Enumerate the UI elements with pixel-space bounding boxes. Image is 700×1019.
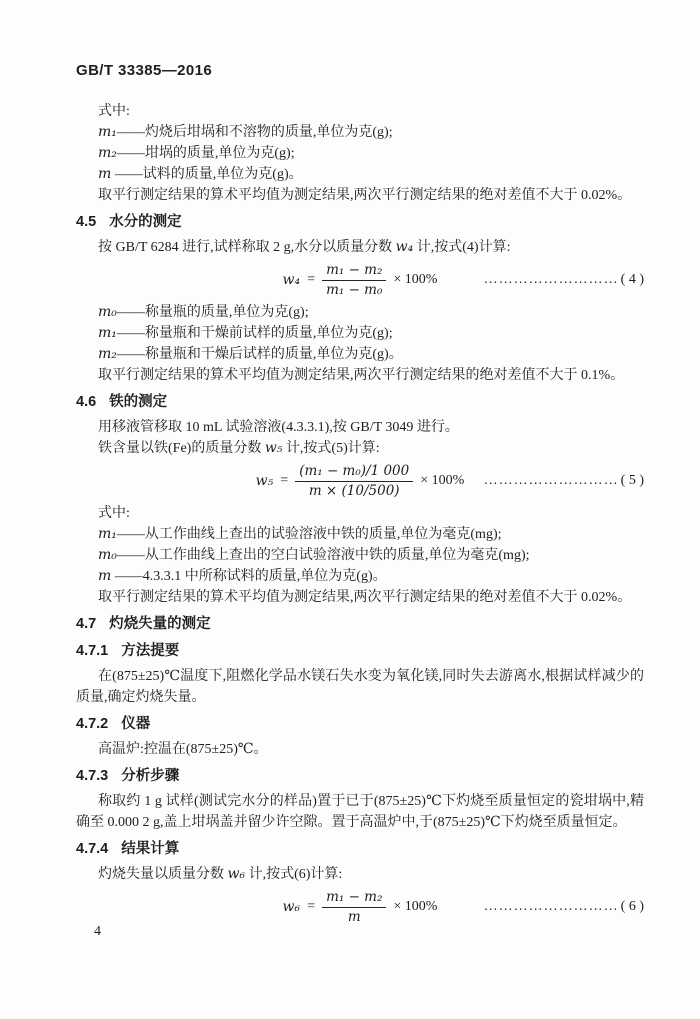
formula-6 xyxy=(76,886,644,928)
formula-5-expression xyxy=(256,463,465,500)
section-number: 4.7.4 xyxy=(76,841,109,857)
section-title: 分析步骤 xyxy=(121,768,180,784)
section-number: 4.5 xyxy=(76,214,97,230)
denominator: m₁ − m₀ xyxy=(326,281,383,298)
precision-note: 取平行测定结果的算术平均值为测定结果,两次平行测定结果的绝对差值不大于 0.02%。 xyxy=(98,188,632,203)
formula-5-leader xyxy=(484,473,644,489)
leader-dots: ……………………… xyxy=(483,272,619,287)
section-4-5 xyxy=(76,212,644,386)
section-heading-4-7-4 xyxy=(76,839,644,860)
formula-lhs: w₆ xyxy=(282,899,301,915)
section-title: 方法提要 xyxy=(121,643,180,659)
equals-sign: = xyxy=(307,899,316,914)
definition-line xyxy=(76,545,644,566)
section-title: 结果计算 xyxy=(121,841,180,857)
section-title: 铁的测定 xyxy=(109,394,168,410)
definition-line xyxy=(76,164,644,185)
variable-symbol: m xyxy=(98,166,112,182)
definition-line xyxy=(76,566,644,587)
numerator: (m₁ − m₀)/1 000 xyxy=(295,463,413,482)
formula-4 xyxy=(76,259,644,301)
page-number: 4 xyxy=(94,924,101,939)
intro-text: 灼烧失量以质量分数 xyxy=(98,867,228,882)
variable-symbol: m₁ xyxy=(98,124,117,140)
formula-tail: × 100% xyxy=(420,473,465,488)
definition-text: ——坩埚的质量,单位为克(g); xyxy=(116,146,295,161)
paragraph-4-7-2: 高温炉:控温在(875±25)℃。 xyxy=(98,742,268,757)
section-heading-4-7-1 xyxy=(76,641,644,662)
section-intro-4-6 xyxy=(76,438,644,459)
equation-number: ( 6 ) xyxy=(620,899,644,914)
where-clause-previous-formula xyxy=(76,101,644,206)
where-label: 式中: xyxy=(98,506,130,521)
variable-symbol: m₀ xyxy=(98,304,117,320)
formula-4-expression xyxy=(283,262,438,299)
section-number: 4.7.2 xyxy=(76,716,109,732)
section-number: 4.6 xyxy=(76,394,97,410)
definition-text: ——从工作曲线上查出的空白试验溶液中铁的质量,单位为毫克(mg); xyxy=(116,548,530,563)
variable-symbol: m xyxy=(98,568,112,584)
definition-text: ——称量瓶的质量,单位为克(g); xyxy=(116,305,309,320)
procedure-line: 用移液管移取 10 mL 试验溶液(4.3.3.1),按 GB/T 3049 进行。 xyxy=(98,420,459,435)
intro-text: 铁含量以铁(Fe)的质量分数 xyxy=(98,441,265,456)
section-heading-4-7 xyxy=(76,614,644,635)
formula-lhs: w₄ xyxy=(282,272,301,288)
section-number: 4.7 xyxy=(76,616,97,632)
definition-text: ——灼烧后坩埚和不溶物的质量,单位为克(g); xyxy=(116,125,393,140)
fraction xyxy=(322,262,386,299)
formula-6-leader xyxy=(484,899,644,915)
definition-text: ——称量瓶和干燥前试样的质量,单位为克(g); xyxy=(116,326,393,341)
variable-symbol: w₄ xyxy=(395,239,414,255)
variable-symbol: w₆ xyxy=(227,866,246,882)
variable-symbol: m₂ xyxy=(98,346,117,362)
fraction xyxy=(322,889,386,926)
section-intro-4-7-4 xyxy=(76,864,644,885)
section-title: 仪器 xyxy=(121,716,151,732)
definition-text: ——4.3.3.1 中所称试料的质量,单位为克(g)。 xyxy=(111,569,387,584)
formula-6-expression xyxy=(283,889,438,926)
section-heading-4-7-2 xyxy=(76,714,644,735)
formula-lhs: w₅ xyxy=(255,473,274,489)
equals-sign: = xyxy=(280,473,289,488)
leader-dots: ……………………… xyxy=(483,899,619,914)
section-4-6 xyxy=(76,392,644,608)
leader-dots: ……………………… xyxy=(483,473,619,488)
numerator: m₁ − m₂ xyxy=(322,262,386,281)
paragraph-4-7-3: 称取约 1 g 试样(测试完水分的样品)置于已于(875±25)℃下灼烧至质量恒定的瓷坩埚中,精确至 0.000 2 g,盖上坩埚盖并留少许空隙。置于高温炉中,于(875±25)℃下灼烧至质量恒定。 xyxy=(76,794,644,830)
definition-line xyxy=(76,323,644,344)
denominator: m × (10/500) xyxy=(308,482,400,499)
equation-number: ( 5 ) xyxy=(620,473,644,488)
denominator: m xyxy=(347,908,361,925)
section-title: 水分的测定 xyxy=(109,214,182,230)
definition-line xyxy=(76,344,644,365)
definition-text: ——从工作曲线上查出的试验溶液中铁的质量,单位为毫克(mg); xyxy=(116,527,502,542)
definition-text: ——称量瓶和干燥后试样的质量,单位为克(g)。 xyxy=(116,347,403,362)
formula-tail: × 100% xyxy=(393,272,438,287)
section-title: 灼烧失量的测定 xyxy=(109,616,211,632)
formula-4-leader xyxy=(484,272,644,288)
standard-code-header: GB/T 33385—2016 xyxy=(76,62,213,79)
intro-text: 计,按式(6)计算: xyxy=(245,867,343,882)
section-heading-4-6 xyxy=(76,392,644,413)
variable-symbol: m₁ xyxy=(98,325,117,341)
section-number: 4.7.1 xyxy=(76,643,109,659)
formula-tail: × 100% xyxy=(393,899,438,914)
section-4-7 xyxy=(76,614,644,928)
definition-line xyxy=(76,524,644,545)
variable-symbol: m₀ xyxy=(98,547,117,563)
definition-line xyxy=(76,302,644,323)
numerator: m₁ − m₂ xyxy=(322,889,386,908)
formula-5 xyxy=(76,460,644,502)
equals-sign: = xyxy=(307,272,316,287)
section-heading-4-5 xyxy=(76,212,644,233)
precision-note: 取平行测定结果的算术平均值为测定结果,两次平行测定结果的绝对差值不大于 0.1%。 xyxy=(98,368,625,383)
definition-line xyxy=(76,143,644,164)
intro-text: 计,按式(4)计算: xyxy=(413,240,511,255)
fraction xyxy=(295,463,413,500)
intro-text: 按 GB/T 6284 进行,试样称取 2 g,水分以质量分数 xyxy=(98,240,396,255)
where-label: 式中: xyxy=(98,104,130,119)
precision-note: 取平行测定结果的算术平均值为测定结果,两次平行测定结果的绝对差值不大于 0.02%。 xyxy=(98,590,632,605)
paragraph-4-7-1: 在(875±25)℃温度下,阻燃化学品水镁石失水变为氧化镁,同时失去游离水,根据试样减少的质量,确定灼烧失量。 xyxy=(76,669,644,705)
section-heading-4-7-3 xyxy=(76,766,644,787)
equation-number: ( 4 ) xyxy=(620,272,644,287)
variable-symbol: w₅ xyxy=(264,440,283,456)
intro-text: 计,按式(5)计算: xyxy=(282,441,380,456)
definition-line xyxy=(76,122,644,143)
definition-text: ——试料的质量,单位为克(g)。 xyxy=(111,167,303,182)
section-number: 4.7.3 xyxy=(76,768,109,784)
section-intro-4-5 xyxy=(76,237,644,258)
variable-symbol: m₂ xyxy=(98,145,117,161)
variable-symbol: m₁ xyxy=(98,526,117,542)
